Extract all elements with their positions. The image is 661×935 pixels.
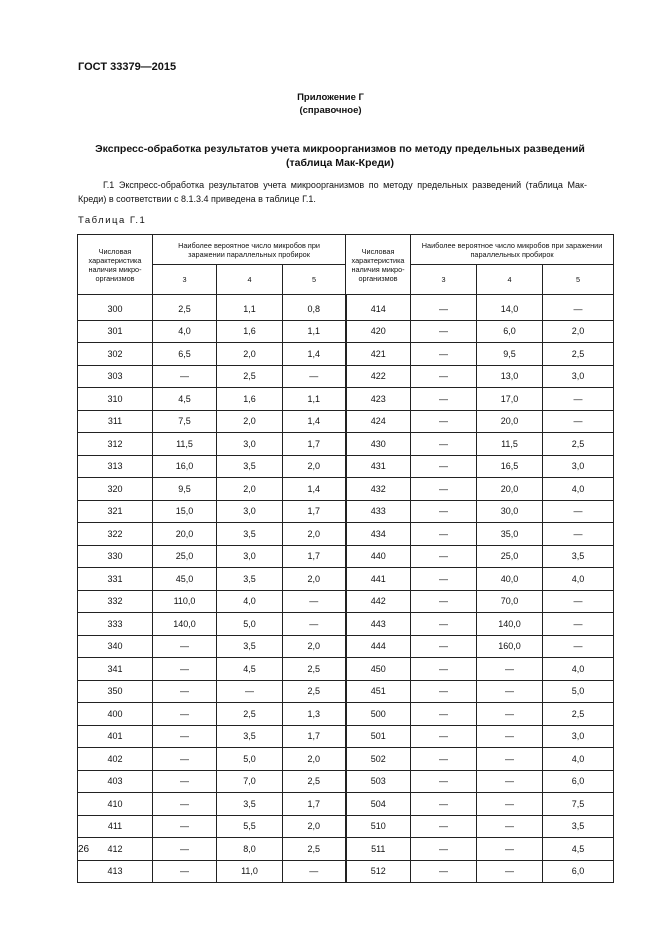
table-cell: — [411, 815, 477, 838]
table-cell: 3,0 [543, 455, 614, 478]
table-cell: — [411, 725, 477, 748]
table-cell: 321 [78, 500, 153, 523]
table-cell: 7,5 [543, 793, 614, 816]
table-row [78, 613, 614, 636]
table-cell: 4,5 [153, 388, 217, 411]
table-cell: 1,6 [217, 388, 283, 411]
table-cell: 2,0 [283, 568, 346, 591]
table-cell: — [153, 860, 217, 883]
table-cell: 11,5 [477, 433, 543, 456]
table-cell: — [411, 320, 477, 343]
table-cell: 311 [78, 410, 153, 433]
table-cell: — [153, 815, 217, 838]
table-cell: — [411, 365, 477, 388]
table-cell: 441 [346, 568, 411, 591]
column-header-5-tubes: 5 [283, 265, 346, 295]
table-cell: 25,0 [153, 545, 217, 568]
table-cell: 8,0 [217, 838, 283, 861]
table-cell: 70,0 [477, 590, 543, 613]
table-cell: 35,0 [477, 523, 543, 546]
column-header-4-tubes-right: 4 [477, 265, 543, 295]
table-cell: 350 [78, 680, 153, 703]
column-header-4-tubes: 4 [217, 265, 283, 295]
table-cell: 433 [346, 500, 411, 523]
table-cell: — [283, 860, 346, 883]
table-cell: — [477, 680, 543, 703]
table-cell: — [283, 365, 346, 388]
table-cell: 4,0 [153, 320, 217, 343]
table-cell: 501 [346, 725, 411, 748]
table-cell: — [543, 590, 614, 613]
table-cell: 512 [346, 860, 411, 883]
table-cell: — [477, 860, 543, 883]
table-cell: 3,0 [217, 500, 283, 523]
table-cell: 3,5 [217, 568, 283, 591]
table-cell: — [477, 838, 543, 861]
table-cell: — [411, 590, 477, 613]
table-cell: — [543, 523, 614, 546]
table-cell: 4,0 [543, 568, 614, 591]
table-row [78, 793, 614, 816]
column-header-5-tubes-right: 5 [543, 265, 614, 295]
table-cell: — [411, 680, 477, 703]
table-cell: 140,0 [477, 613, 543, 636]
table-cell: 140,0 [153, 613, 217, 636]
table-cell: 2,0 [283, 635, 346, 658]
table-cell: 2,5 [543, 343, 614, 366]
table-cell: — [411, 388, 477, 411]
table-cell: 1,4 [283, 410, 346, 433]
table-cell: 341 [78, 658, 153, 681]
table-cell: 2,0 [283, 455, 346, 478]
column-header-3-tubes-right: 3 [411, 265, 477, 295]
table-row [78, 545, 614, 568]
table-cell: — [153, 770, 217, 793]
table-cell: 2,0 [217, 410, 283, 433]
table-cell: — [543, 410, 614, 433]
table-cell: 9,5 [153, 478, 217, 501]
table-cell: 2,5 [217, 365, 283, 388]
table-cell: 420 [346, 320, 411, 343]
table-cell: 6,0 [543, 770, 614, 793]
table-cell: — [477, 793, 543, 816]
document-id: ГОСТ 33379—2015 [78, 61, 177, 73]
table-cell: — [153, 365, 217, 388]
table-cell: — [411, 838, 477, 861]
table-cell: 402 [78, 748, 153, 771]
table-row [78, 523, 614, 546]
table-cell: 400 [78, 703, 153, 726]
table-cell: 2,5 [283, 770, 346, 793]
table-cell: 17,0 [477, 388, 543, 411]
table-cell: 4,5 [543, 838, 614, 861]
table-cell: 320 [78, 478, 153, 501]
table-cell: 503 [346, 770, 411, 793]
table-cell: — [411, 793, 477, 816]
table-cell: 510 [346, 815, 411, 838]
column-header-3-tubes: 3 [153, 265, 217, 295]
table-cell: — [153, 793, 217, 816]
table-row [78, 343, 614, 366]
table-cell: 442 [346, 590, 411, 613]
table-row [78, 568, 614, 591]
table-cell: 1,7 [283, 500, 346, 523]
table-cell: 303 [78, 365, 153, 388]
table-cell: 6,0 [477, 320, 543, 343]
table-cell: 0,8 [283, 295, 346, 321]
table-cell: 3,5 [217, 793, 283, 816]
table-cell: 6,0 [543, 860, 614, 883]
table-cell: 2,5 [543, 703, 614, 726]
column-header-code: Числовая характеристика наличия микро-организмов [78, 235, 153, 295]
table-cell: 443 [346, 613, 411, 636]
table-cell: 1,7 [283, 545, 346, 568]
table-cell: 3,5 [217, 455, 283, 478]
table-cell: 2,5 [153, 295, 217, 321]
table-cell: 2,5 [217, 703, 283, 726]
table-cell: 414 [346, 295, 411, 321]
table-cell: 14,0 [477, 295, 543, 321]
table-cell: 30,0 [477, 500, 543, 523]
table-row [78, 748, 614, 771]
table-cell: 1,3 [283, 703, 346, 726]
table-cell: 3,5 [217, 725, 283, 748]
table-cell: 1,6 [217, 320, 283, 343]
appendix-title: Приложение Г [297, 92, 364, 103]
page-number: 26 [78, 844, 90, 855]
table-cell: — [153, 680, 217, 703]
intro-paragraph: Г.1 Экспресс-обработка результатов учета микроорганизмов по методу предельных разведений (таблица Мак-Креди) в соответствии с 8.1.3.4 приведена в таблице Г.1. [78, 180, 587, 204]
table-cell: 502 [346, 748, 411, 771]
table-cell: 440 [346, 545, 411, 568]
table-cell: 422 [346, 365, 411, 388]
table-cell: 3,0 [217, 433, 283, 456]
table-cell: 424 [346, 410, 411, 433]
table-cell: — [153, 703, 217, 726]
table-cell: 2,0 [283, 748, 346, 771]
table-cell: — [411, 523, 477, 546]
table-row [78, 725, 614, 748]
table-cell: 2,5 [283, 658, 346, 681]
table-cell: 410 [78, 793, 153, 816]
table-cell: — [411, 478, 477, 501]
table-cell: 313 [78, 455, 153, 478]
table-cell: — [411, 410, 477, 433]
table-cell: 1,7 [283, 433, 346, 456]
table-cell: 11,0 [217, 860, 283, 883]
table-row [78, 478, 614, 501]
table-cell: — [477, 748, 543, 771]
column-header-code-right: Числовая характеристика наличия микро-организмов [346, 235, 411, 295]
table-cell: — [477, 815, 543, 838]
table-cell: 1,7 [283, 725, 346, 748]
table-cell: 430 [346, 433, 411, 456]
table-cell: 3,0 [543, 365, 614, 388]
table-cell: 2,5 [543, 433, 614, 456]
table-cell: — [477, 658, 543, 681]
table-cell: 2,0 [217, 478, 283, 501]
table-cell: 300 [78, 295, 153, 321]
table-cell: — [411, 748, 477, 771]
table-row [78, 635, 614, 658]
table-cell: 451 [346, 680, 411, 703]
table-cell: — [411, 770, 477, 793]
table-cell: 3,5 [543, 545, 614, 568]
table-cell: 504 [346, 793, 411, 816]
table-cell: 434 [346, 523, 411, 546]
table-cell: 1,1 [283, 388, 346, 411]
section-title: Экспресс-обработка результатов учета микроорганизмов по методу предельных разведений (таблица Мак-Креди) [95, 143, 585, 169]
table-cell: — [411, 613, 477, 636]
table-cell: 20,0 [477, 410, 543, 433]
table-cell: — [217, 680, 283, 703]
table-cell: 2,5 [283, 680, 346, 703]
table-cell: 7,0 [217, 770, 283, 793]
table-cell: 2,0 [283, 523, 346, 546]
table-cell: 500 [346, 703, 411, 726]
table-cell: 322 [78, 523, 153, 546]
table-cell: 20,0 [477, 478, 543, 501]
table-cell: — [411, 343, 477, 366]
table-cell: 330 [78, 545, 153, 568]
table-cell: 15,0 [153, 500, 217, 523]
table-cell: 40,0 [477, 568, 543, 591]
table-cell: 421 [346, 343, 411, 366]
table-cell: — [543, 388, 614, 411]
table-cell: 302 [78, 343, 153, 366]
table-cell: 432 [346, 478, 411, 501]
table-row [78, 500, 614, 523]
table-cell: 312 [78, 433, 153, 456]
table-cell: — [153, 725, 217, 748]
table-cell: 7,5 [153, 410, 217, 433]
table-cell: 3,5 [217, 523, 283, 546]
table-cell: 332 [78, 590, 153, 613]
table-cell: — [543, 500, 614, 523]
table-cell: 5,5 [217, 815, 283, 838]
table-cell: 3,0 [217, 545, 283, 568]
table-cell: 11,5 [153, 433, 217, 456]
table-cell: 9,5 [477, 343, 543, 366]
table-cell: — [411, 295, 477, 321]
table-cell: — [283, 613, 346, 636]
table-cell: 4,0 [217, 590, 283, 613]
table-cell: 2,5 [283, 838, 346, 861]
column-header-probable-number-right: Наиболее вероятное число микробов при заражении параллельных пробирок [411, 235, 614, 265]
table-cell: 401 [78, 725, 153, 748]
table-cell: — [477, 770, 543, 793]
table-cell: — [543, 613, 614, 636]
table-row [78, 770, 614, 793]
table-cell: 6,5 [153, 343, 217, 366]
table-cell: — [153, 658, 217, 681]
table-row [78, 815, 614, 838]
table-cell: — [411, 500, 477, 523]
table-cell: 310 [78, 388, 153, 411]
table-cell: — [153, 838, 217, 861]
table-cell: — [411, 658, 477, 681]
table-cell: 411 [78, 815, 153, 838]
table-cell: — [543, 295, 614, 321]
table-cell: 413 [78, 860, 153, 883]
table-cell: — [477, 725, 543, 748]
table-cell: — [411, 635, 477, 658]
table-row [78, 433, 614, 456]
table-cell: 3,5 [217, 635, 283, 658]
table-cell: 1,1 [283, 320, 346, 343]
table-row [78, 860, 614, 883]
table-cell: 3,0 [543, 725, 614, 748]
table-cell: 444 [346, 635, 411, 658]
table-cell: 4,5 [217, 658, 283, 681]
table-cell: 5,0 [217, 613, 283, 636]
table-cell: — [411, 860, 477, 883]
table-cell: — [153, 748, 217, 771]
table-cell: 16,0 [153, 455, 217, 478]
table-cell: 450 [346, 658, 411, 681]
table-cell: 1,4 [283, 478, 346, 501]
table-row [78, 410, 614, 433]
table-cell: 4,0 [543, 478, 614, 501]
table-cell: 511 [346, 838, 411, 861]
table-cell: — [411, 568, 477, 591]
table-cell: — [543, 635, 614, 658]
table-cell: 13,0 [477, 365, 543, 388]
table-row [78, 295, 614, 321]
table-cell: 1,7 [283, 793, 346, 816]
table-cell: 423 [346, 388, 411, 411]
table-cell: 110,0 [153, 590, 217, 613]
table-cell: 4,0 [543, 658, 614, 681]
table-row [78, 388, 614, 411]
table-row [78, 658, 614, 681]
table-caption: Таблица Г.1 [78, 215, 147, 226]
table-row [78, 590, 614, 613]
table-cell: 3,5 [543, 815, 614, 838]
column-header-probable-number: Наиболее вероятное число микробов при заражении параллельных пробирок [153, 235, 346, 265]
table-cell: 340 [78, 635, 153, 658]
table-cell: 1,1 [217, 295, 283, 321]
table-row [78, 703, 614, 726]
mccready-table [77, 234, 614, 883]
table-cell: — [411, 545, 477, 568]
table-cell: — [477, 703, 543, 726]
table-row [78, 680, 614, 703]
table-cell: 301 [78, 320, 153, 343]
appendix-subtitle: (справочное) [299, 105, 362, 116]
table-cell: — [411, 433, 477, 456]
table-cell: 160,0 [477, 635, 543, 658]
table-row [78, 838, 614, 861]
table-cell: 2,0 [543, 320, 614, 343]
table-cell: 412 [78, 838, 153, 861]
table-cell: 333 [78, 613, 153, 636]
table-cell: 431 [346, 455, 411, 478]
table-cell: — [283, 590, 346, 613]
table-cell: 45,0 [153, 568, 217, 591]
table-cell: — [153, 635, 217, 658]
table-cell: 25,0 [477, 545, 543, 568]
table-row [78, 365, 614, 388]
table-cell: 2,0 [217, 343, 283, 366]
table-cell: 20,0 [153, 523, 217, 546]
table-cell: — [411, 703, 477, 726]
table-cell: 16,5 [477, 455, 543, 478]
table-cell: — [411, 455, 477, 478]
table-cell: 403 [78, 770, 153, 793]
table-cell: 2,0 [283, 815, 346, 838]
table-row [78, 320, 614, 343]
table-cell: 5,0 [217, 748, 283, 771]
table-row [78, 455, 614, 478]
table-cell: 1,4 [283, 343, 346, 366]
table-cell: 331 [78, 568, 153, 591]
table-cell: 5,0 [543, 680, 614, 703]
table-cell: 4,0 [543, 748, 614, 771]
